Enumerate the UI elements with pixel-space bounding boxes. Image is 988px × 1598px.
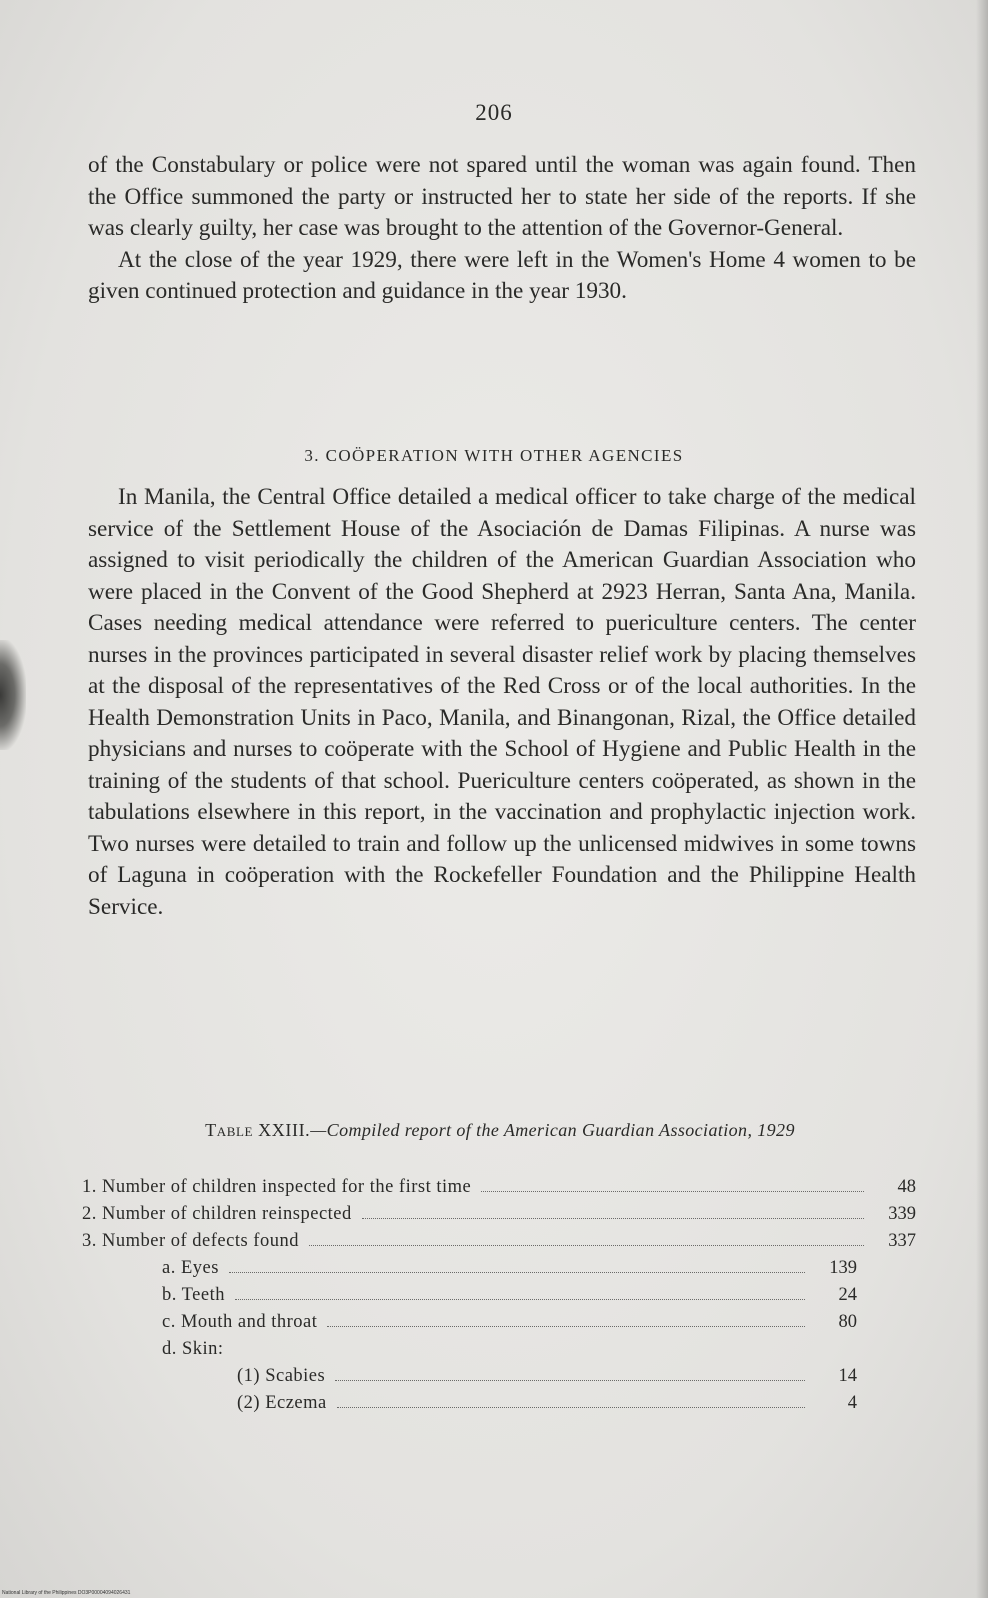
dot-leader	[309, 1244, 864, 1246]
dot-leader	[362, 1217, 864, 1219]
table-caption	[110, 1117, 890, 1144]
row-value: 337	[888, 1231, 916, 1251]
page-edge-shadow	[976, 0, 988, 1598]
row-label: 3. Number of defects found	[82, 1231, 299, 1251]
dot-leader	[235, 1298, 805, 1300]
dot-leader	[481, 1190, 864, 1192]
section-heading: 3. COÖPERATION WITH OTHER AGENCIES	[304, 446, 684, 465]
section-body	[88, 482, 916, 923]
paragraph-cooperation: In Manila, the Central Office detailed a medical officer to take charge of the medical service of the Settlement House of the Asociación de Damas Filipinas. A nurse was assigned to visit periodically the children of the American Guardian Association who were placed in the Convent of the Good Shepherd at 2923 Herran, Santa Ana, Manila. Cases needing medical attendance were referred to puericulture centers. The center nurses in the provinces participated in several disaster relief work by placing themselves at the disposal of the representatives of the Red Cross or of the local authorities. In the Health Demonstration Units in Paco, Manila, and Binangonan, Rizal, the Office detailed physicians and nurses to coöperate with the School of Hygiene and Public Health in the training of the students of that school. Puericulture centers coöperated, as shown in the tabulations elsewhere in this report, in the vaccination and prophylactic injection work. Two nurses were detailed to train and follow up the unlicensed midwives in some towns of Laguna in coöperation with the Rockefeller Foundation and the Philippine Health Service.	[88, 484, 916, 920]
paragraph-womens-home: At the close of the year 1929, there were left in the Women's Home 4 women to be given continued protection and guidance in the year 1930.	[88, 246, 916, 304]
table-row	[82, 1177, 916, 1204]
table-row	[82, 1285, 857, 1312]
row-label: (2) Eczema	[237, 1393, 327, 1413]
row-value: 48	[897, 1177, 916, 1197]
row-label: d. Skin:	[162, 1339, 224, 1359]
table-label: Table XXIII.	[205, 1120, 311, 1140]
row-value: 14	[838, 1366, 857, 1386]
paragraph-continuation: of the Constabulary or police were not spared until the woman was again found. Then the Office summoned the party or instructed her to state her side of the reports. If she was clearly guilty, her case was brought to the attention of the Governor-General.	[88, 152, 916, 241]
table-row	[82, 1393, 857, 1420]
row-value: 339	[888, 1204, 916, 1224]
table-row	[82, 1366, 857, 1393]
table-row	[82, 1258, 857, 1285]
opening-text	[88, 150, 916, 308]
table-title: —Compiled report of the American Guardian Association, 1929	[310, 1120, 795, 1140]
dot-leader	[229, 1271, 805, 1273]
binding-shadow	[0, 640, 26, 750]
row-label: 2. Number of children reinspected	[82, 1204, 352, 1224]
scan-footer: National Library of the Philippines DO3P00004094026431	[2, 1590, 131, 1596]
row-value: 139	[829, 1258, 857, 1278]
dot-leader	[337, 1406, 805, 1408]
dot-leader	[327, 1325, 805, 1327]
dot-leader	[335, 1379, 805, 1381]
defects-table	[82, 1177, 916, 1420]
row-value: 24	[838, 1285, 857, 1305]
row-label: 1. Number of children inspected for the first time	[82, 1177, 472, 1197]
table-row	[82, 1204, 916, 1231]
row-label: (1) Scabies	[237, 1366, 326, 1386]
table-row	[82, 1339, 916, 1366]
table-row	[82, 1312, 857, 1339]
row-label: c. Mouth and throat	[162, 1312, 318, 1332]
row-label: a. Eyes	[162, 1258, 219, 1278]
row-value: 4	[847, 1393, 857, 1413]
row-label: b. Teeth	[162, 1285, 225, 1305]
row-value: 80	[838, 1312, 857, 1332]
page-number: 206	[475, 100, 513, 125]
table-row	[82, 1231, 916, 1258]
